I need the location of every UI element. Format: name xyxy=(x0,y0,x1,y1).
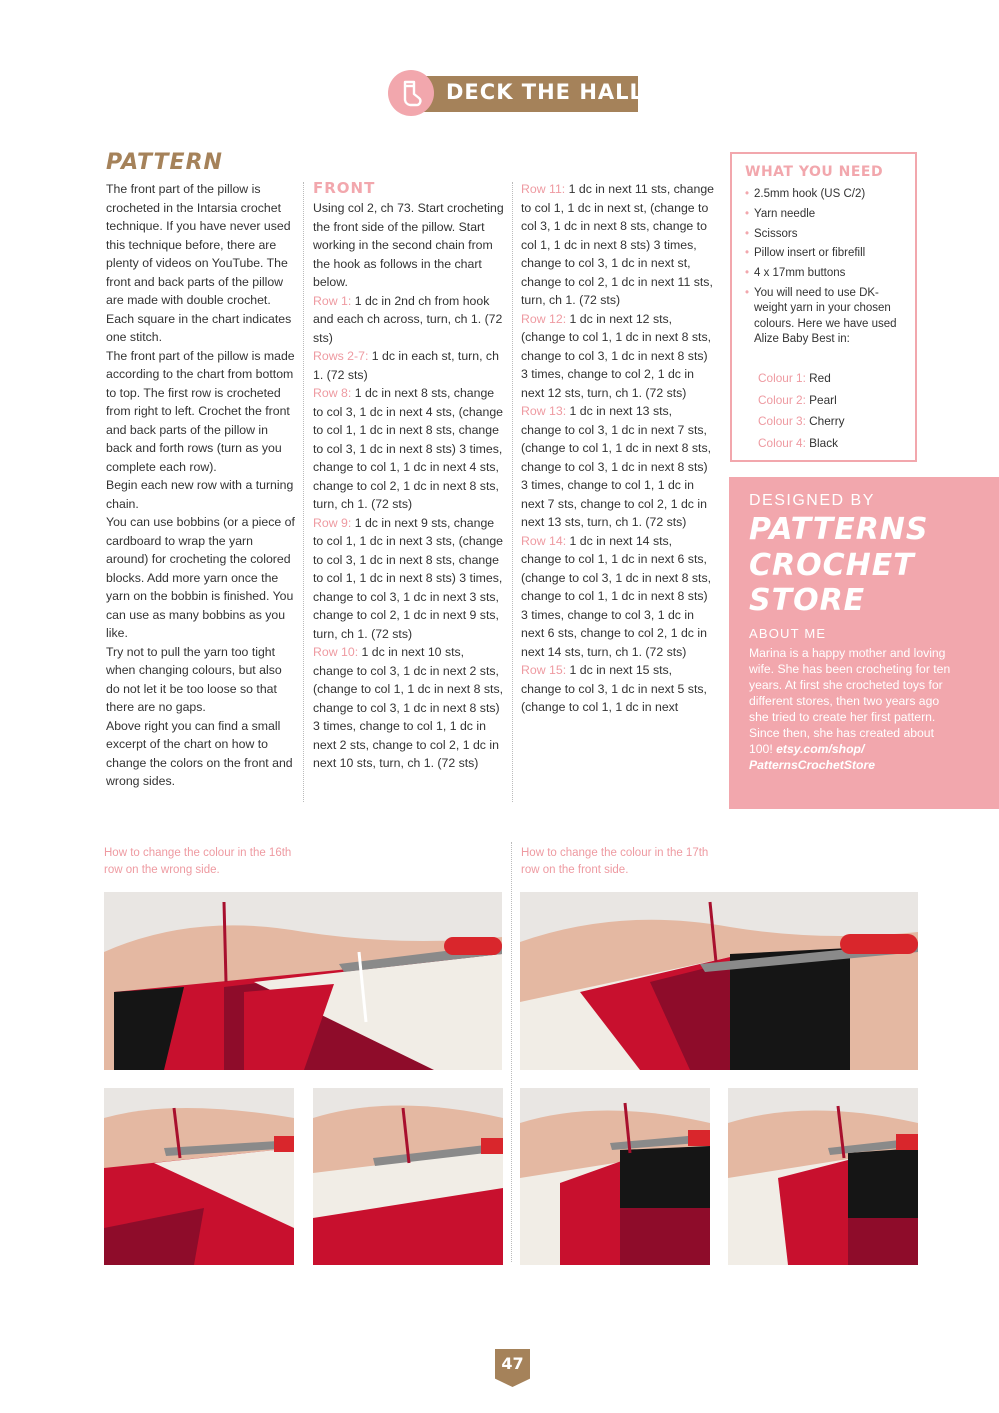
row-instruction xyxy=(313,643,507,773)
shop-link[interactable]: etsy.com/shop/ PatternsCrochetStore xyxy=(749,742,875,772)
colour-item xyxy=(758,411,845,433)
row-label: Row 9: xyxy=(313,515,352,530)
designer-name-line: STORE xyxy=(749,583,866,618)
row-text: 1 dc in next 14 sts, change to col 1, 1 dc in next 6 sts, (change to col 3, 1 dc in next 8 sts, change to col 1, 1 dc in next 8 sts) 3 times, change to col 3, 1 dc in next 6 sts, change to col 2, 1 dc in next 14 sts, turn, ch 1. (72 sts) xyxy=(521,533,712,659)
colour-name: Red xyxy=(805,371,831,385)
row-text: 1 dc in each st, turn, ch 1. (72 sts) xyxy=(313,349,499,382)
row-text: 1 dc in next 10 sts, change to col 3, 1 dc in next 2 sts, (change to col 1, 1 dc in next 8 sts, change to col 3, 1 dc in next 8 sts) 3 times, change to col 1, 1 dc in next 2 sts, change to col 2, 1 dc in next 10 sts, turn, ch 1. (72 sts) xyxy=(313,645,504,770)
supply-item: • 4 x 17mm buttons xyxy=(745,266,905,282)
row-instruction xyxy=(521,180,715,310)
designer-name-line: PATTERNS xyxy=(749,512,929,547)
supply-item: • Yarn needle xyxy=(745,207,905,223)
section-title: DECK THE HALLS xyxy=(446,80,661,104)
section-icon-badge xyxy=(388,70,434,116)
row-label: Row 14: xyxy=(521,533,567,548)
colour-name: Black xyxy=(805,436,838,451)
row-text: 1 dc in 2nd ch from hook and each ch across, turn, ch 1. (72 sts) xyxy=(313,293,503,345)
row-label: Row 11: xyxy=(521,182,566,196)
pattern-paragraph: Above right you can find a small excerpt of the chart on how to change the colors on the front and wrong sides. xyxy=(106,718,293,788)
what-you-need-heading: WHAT YOU NEED xyxy=(745,164,884,180)
row-instruction xyxy=(521,661,715,717)
row-instruction xyxy=(521,532,715,662)
colour-label: Colour 3: xyxy=(758,414,806,429)
row-instruction xyxy=(313,384,507,514)
row-label: Row 1: xyxy=(313,293,352,308)
supply-item: • Pillow insert or fibrefill xyxy=(745,246,905,262)
row-text: 1 dc in next 13 sts, change to col 3, 1 dc in next 7 sts, (change to col 1, 1 dc in next 8 sts, change to col 3, 1 dc in next 8 sts) 3 times, change to col 1, 1 dc in next 7 sts, change to col 2, 1 dc in next 13 sts, turn, ch 1. (72 sts) xyxy=(521,404,712,529)
about-me-text xyxy=(749,645,959,773)
column-divider xyxy=(303,182,305,802)
stocking-icon xyxy=(397,79,425,107)
colour-item xyxy=(758,433,845,455)
front-heading: FRONT xyxy=(313,179,376,197)
photo-divider xyxy=(511,842,512,1262)
supply-item: • 2.5mm hook (US C/2) xyxy=(745,187,905,203)
colour-name: Cherry xyxy=(805,414,845,429)
photo-front-side-step-2 xyxy=(728,1088,918,1265)
colour-label: Colour 4: xyxy=(758,436,806,451)
pattern-paragraph: The front part of the pillow is crocheted in the Intarsia crochet technique. If you have never used this technique before, there are plenty of videos on YouTube. The front and back parts of the pillow are made with double crochet. Each square in the chart indicates one stitch. xyxy=(106,182,292,344)
colour-item xyxy=(758,390,845,412)
photo-wrong-side-large xyxy=(104,892,502,1070)
row-instruction xyxy=(313,347,507,384)
row-instruction xyxy=(313,292,507,348)
row-label: Row 13: xyxy=(521,404,567,418)
photo-wrong-side-step-2 xyxy=(313,1088,503,1265)
pattern-text xyxy=(106,180,296,791)
designer-name xyxy=(749,512,929,619)
colour-name: Pearl xyxy=(805,392,837,407)
pattern-paragraph: Try not to pull the yarn too tight when changing colours, but also do not let it be too loose so that there are no gaps. xyxy=(106,644,282,714)
pattern-heading: PATTERN xyxy=(106,150,223,175)
front-column xyxy=(313,199,507,773)
caption-left: How to change the colour in the 16th row on the wrong side. xyxy=(104,847,292,876)
front-column-continued xyxy=(521,180,715,717)
colour-list xyxy=(758,368,845,455)
row-label: Row 15: xyxy=(521,663,567,677)
row-text: 1 dc in next 8 sts, change to col 3, 1 dc in next 4 sts, (change to col 1, 1 dc in next 8 sts, change to col 3, 1 dc in next 8 sts) 3 times, change to col 1, 1 dc in next 4 sts, change to col 2, 1 dc in next 8 sts, turn, ch 1. (72 sts) xyxy=(313,386,504,511)
row-text: 1 dc in next 11 sts, change to col 1, 1 dc in next st, (change to col 3, 1 dc in next 8 sts, change to col 1, 1 dc in next 8 sts) 3 times, change to col 3, 1 dc in next st, change to col 2, 1 dc in next 11 sts, turn, ch 1. (72 sts) xyxy=(521,182,714,307)
colour-label: Colour 1: xyxy=(758,371,806,385)
designer-name-line: CROCHET xyxy=(749,547,915,583)
row-text: 1 dc in next 15 sts, change to col 3, 1 dc in next 5 sts, (change to col 1, 1 dc in next xyxy=(521,663,707,714)
column-divider xyxy=(512,182,514,802)
row-instruction xyxy=(521,310,715,403)
pattern-paragraph: Begin each new row with a turning chain. xyxy=(106,478,294,511)
photo-front-side-step-1 xyxy=(520,1088,710,1265)
row-label: Row 10: xyxy=(313,645,359,659)
supply-item: • You will need to use DK-weight yarn in your chosen colours. Here we have used Alize Baby Best in: xyxy=(745,286,905,348)
row-label: Row 12: xyxy=(521,311,567,326)
photo-front-side-large xyxy=(520,892,918,1070)
designed-by-label: DESIGNED BY xyxy=(749,492,875,509)
pattern-paragraph: You can use bobbins (or a piece of cardboard to wrap the yarn around) for crocheting the colored blocks. Add more yarn once the yarn on the bobbin is finished. You can use as many bobbins as you like. xyxy=(106,515,295,640)
page-number: 47 xyxy=(501,1354,524,1373)
row-instruction xyxy=(313,514,507,644)
front-intro: Using col 2, ch 73. Start crocheting the front side of the pillow. Start working in the second chain from the hook as follows in the chart below. xyxy=(313,201,504,289)
row-label: Rows 2-7: xyxy=(313,349,369,363)
photo-wrong-side-step-1 xyxy=(104,1088,294,1265)
caption-right: How to change the colour in the 17th row on the front side. xyxy=(521,847,709,876)
row-text: 1 dc in next 12 sts, (change to col 1, 1 dc in next 8 sts, change to col 3, 1 dc in next 8 sts) 3 times, change to col 2, 1 dc in next 12 sts, turn, ch 1. (72 sts) xyxy=(521,311,712,400)
supplies-list xyxy=(745,187,905,352)
row-instruction xyxy=(521,402,715,532)
row-text: 1 dc in next 9 sts, change to col 1, 1 dc in next 3 sts, (change to col 3, 1 dc in next 8 sts, change to col 1, 1 dc in next 8 sts) 3 times, change to col 3, 1 dc in next 3 sts, change to col 2, 1 dc in next 9 sts, turn, ch 1. (72 sts) xyxy=(313,515,504,641)
supply-item: • Scissors xyxy=(745,227,905,243)
colour-label: Colour 2: xyxy=(758,392,806,407)
row-label: Row 8: xyxy=(313,386,352,400)
about-me-heading: ABOUT ME xyxy=(749,626,827,641)
pattern-paragraph: The front part of the pillow is made according to the chart from bottom to top. The first row is crocheted from right to left. Crochet the front and back parts of the pillow in back and forth rows (turn as you complete each row). xyxy=(106,348,295,474)
about-me-body: Marina is a happy mother and loving wife. She has been crocheting for ten years. At first she crocheted toys for different stores, then two years ago she tried to create her first pattern. Since then, she has created about 100! xyxy=(749,646,951,756)
colour-item xyxy=(758,368,845,390)
